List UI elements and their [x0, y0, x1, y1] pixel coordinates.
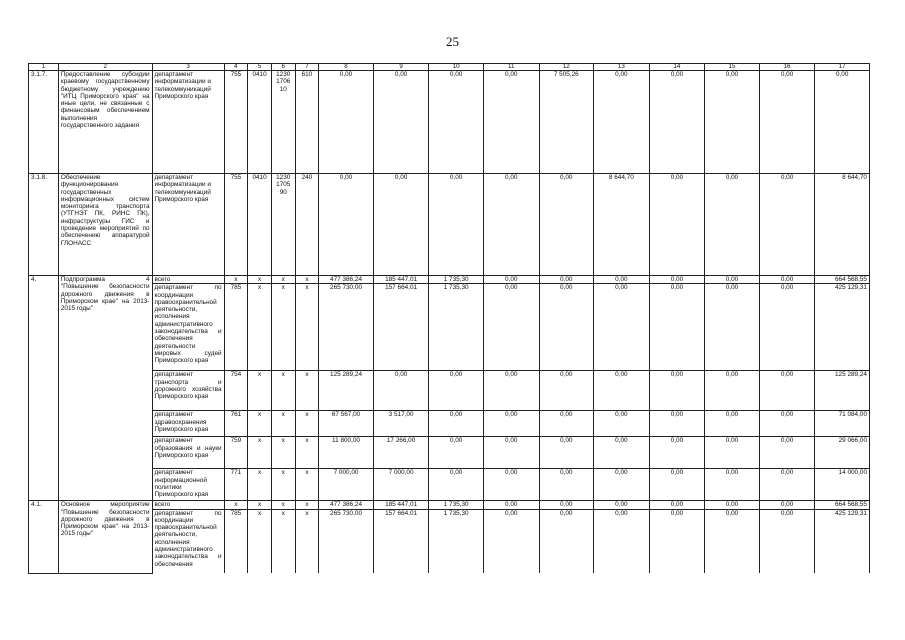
header-cell: 11	[483, 64, 539, 71]
executor-cell: департамент информатизации и телекоммуникаций Приморского края	[152, 174, 224, 276]
value-cell: 477 386,24	[319, 276, 374, 284]
value-cell: 265 730,00	[319, 509, 374, 573]
value-cell: 8 644,70	[594, 174, 650, 276]
code-cell: 0410	[248, 71, 272, 174]
code-cell: x	[271, 469, 295, 501]
code-cell: 755	[224, 71, 248, 174]
value-cell: 0,00	[705, 284, 760, 371]
value-cell: 0,00	[759, 501, 815, 509]
header-cell: 8	[319, 64, 374, 71]
value-cell: 0,00	[483, 469, 539, 501]
value-cell: 0,00	[705, 276, 760, 284]
value-cell: 0,00	[373, 71, 429, 174]
row-name: Обеспечение функционирования государственных информационных систем мониторинга транспорта (УТГНЭТ ПК, РИНС ПК), инфраструктуры ГИС и проведение мероприятий по обеспечению аппаратурой ГЛОНАСС	[58, 174, 152, 276]
code-cell: 785	[224, 509, 248, 573]
code-cell: x	[295, 501, 319, 509]
value-cell: 0,00	[539, 276, 594, 284]
value-cell: 0,00	[759, 276, 815, 284]
code-cell: x	[248, 501, 272, 509]
code-cell: x	[295, 437, 319, 469]
code-cell: x	[248, 411, 272, 437]
value-cell: 0,00	[594, 371, 650, 411]
value-cell: 1 735,30	[429, 284, 484, 371]
value-cell: 0,00	[319, 71, 374, 174]
value-cell: 0,00	[649, 509, 705, 573]
executor-cell: департамент информатизации и телекоммуникаций Приморского края	[152, 71, 224, 174]
value-cell: 7 000,00	[319, 469, 374, 501]
value-cell: 0,00	[649, 437, 705, 469]
row-name: Подпрограмма 4 "Повышение безопасности дорожного движения в Приморском крае" на 2013-2015 годы"	[58, 276, 152, 501]
code-cell: 754	[224, 371, 248, 411]
executor-cell: департамент информационной политики Приморского края	[152, 469, 224, 501]
row-name: Предоставление субсидии краевому государственному бюджетному учреждению "ИТЦ Приморского края" на иные цели, не связанные с финансовым обеспечением выполнения государственного задания	[58, 71, 152, 174]
value-cell: 0,00	[759, 371, 815, 411]
code-cell: x	[295, 276, 319, 284]
value-cell: 0,00	[429, 371, 484, 411]
value-cell: 0,00	[483, 371, 539, 411]
value-cell: 29 066,00	[815, 437, 870, 469]
value-cell: 185 447,01	[373, 276, 429, 284]
value-cell: 14 000,00	[815, 469, 870, 501]
header-cell: 5	[248, 64, 272, 71]
row-number: 3.1.8.	[29, 174, 59, 276]
row-name: Основное мероприятие "Повышение безопасности дорожного движения в Приморском крае" на 2013-2015 годы"	[58, 501, 152, 573]
header-cell: 6	[271, 64, 295, 71]
value-cell: 0,00	[705, 411, 760, 437]
value-cell: 0,00	[483, 276, 539, 284]
code-cell: x	[224, 276, 248, 284]
value-cell: 0,00	[649, 469, 705, 501]
value-cell: 0,00	[483, 509, 539, 573]
value-cell: 0,00	[649, 501, 705, 509]
value-cell: 0,00	[649, 174, 705, 276]
value-cell: 0,00	[539, 411, 594, 437]
table-row	[29, 71, 870, 174]
row-number: 4.1.	[29, 501, 59, 573]
value-cell: 0,00	[759, 509, 815, 573]
code-cell: 610	[295, 71, 319, 174]
value-cell: 0,00	[429, 469, 484, 501]
value-cell: 0,00	[539, 437, 594, 469]
value-cell: 0,00	[705, 509, 760, 573]
header-cell: 7	[295, 64, 319, 71]
executor-cell: департамент здравоохранения Приморского края	[152, 411, 224, 437]
header-cell: 2	[58, 64, 152, 71]
value-cell: 0,00	[705, 469, 760, 501]
table-row	[29, 509, 870, 573]
value-cell: 0,00	[815, 71, 870, 174]
value-cell: 425 129,31	[815, 509, 870, 573]
value-cell: 0,00	[594, 469, 650, 501]
code-cell: 0410	[248, 174, 272, 276]
code-cell: x	[248, 437, 272, 469]
executor-cell: департамент по координации правоохранительной деятельности, исполнения административного законодательства и обеспечения деятельности мировых судей Приморского края	[152, 284, 224, 371]
value-cell: 8 644,70	[815, 174, 870, 276]
header-cell: 16	[759, 64, 815, 71]
value-cell: 0,00	[759, 174, 815, 276]
value-cell: 477 386,24	[319, 501, 374, 509]
code-cell: 761	[224, 411, 248, 437]
value-cell: 0,00	[429, 174, 484, 276]
code-cell: x	[271, 276, 295, 284]
value-cell: 0,00	[594, 71, 650, 174]
executor-cell: всего	[152, 501, 224, 509]
value-cell: 0,00	[705, 437, 760, 469]
value-cell: 0,00	[705, 371, 760, 411]
value-cell: 185 447,01	[373, 501, 429, 509]
value-cell: 0,00	[705, 501, 760, 509]
value-cell: 0,00	[649, 371, 705, 411]
code-cell: x	[271, 501, 295, 509]
value-cell: 0,00	[483, 174, 539, 276]
value-cell: 125 289,24	[815, 371, 870, 411]
code-cell: x	[295, 509, 319, 573]
code-cell: 771	[224, 469, 248, 501]
value-cell: 0,00	[594, 276, 650, 284]
value-cell: 0,00	[373, 174, 429, 276]
code-cell: x	[271, 509, 295, 573]
header-cell: 1	[29, 64, 59, 71]
table-row	[29, 276, 870, 284]
executor-cell: департамент образования и науки Приморского края	[152, 437, 224, 469]
table-row	[29, 411, 870, 437]
value-cell: 1 735,30	[429, 509, 484, 573]
header-cell: 15	[705, 64, 760, 71]
code-cell: x	[295, 371, 319, 411]
value-cell: 425 129,31	[815, 284, 870, 371]
value-cell: 0,00	[429, 411, 484, 437]
value-cell: 0,00	[483, 501, 539, 509]
value-cell: 0,00	[759, 284, 815, 371]
value-cell: 0,00	[649, 71, 705, 174]
header-cell: 4	[224, 64, 248, 71]
value-cell: 0,00	[483, 437, 539, 469]
code-cell: x	[248, 284, 272, 371]
value-cell: 0,00	[759, 411, 815, 437]
code-cell: x	[224, 501, 248, 509]
header-row	[29, 64, 870, 71]
value-cell: 0,00	[649, 276, 705, 284]
value-cell: 0,00	[483, 71, 539, 174]
executor-cell: всего	[152, 276, 224, 284]
value-cell: 0,00	[539, 174, 594, 276]
code-cell: 785	[224, 284, 248, 371]
header-cell: 9	[373, 64, 429, 71]
table-row	[29, 501, 870, 509]
header-cell: 13	[594, 64, 650, 71]
value-cell: 0,00	[594, 437, 650, 469]
code-cell: x	[271, 371, 295, 411]
code-cell: 759	[224, 437, 248, 469]
code-cell: x	[295, 411, 319, 437]
budget-table	[28, 63, 870, 574]
header-cell: 12	[539, 64, 594, 71]
value-cell: 0,00	[319, 174, 374, 276]
value-cell: 0,00	[539, 501, 594, 509]
value-cell: 0,00	[594, 501, 650, 509]
page-number: 25	[446, 34, 459, 49]
value-cell: 0,00	[594, 411, 650, 437]
value-cell: 7 505,26	[539, 71, 594, 174]
row-number: 4.	[29, 276, 59, 501]
value-cell: 0,00	[759, 71, 815, 174]
value-cell: 0,00	[539, 469, 594, 501]
code-cell: x	[248, 469, 272, 501]
value-cell: 664 568,55	[815, 276, 870, 284]
header-cell: 10	[429, 64, 484, 71]
value-cell: 157 664,01	[373, 284, 429, 371]
header-cell: 3	[152, 64, 224, 71]
code-cell: x	[295, 469, 319, 501]
code-cell: x	[271, 411, 295, 437]
code-cell: x	[295, 284, 319, 371]
value-cell: 0,00	[483, 284, 539, 371]
value-cell: 0,00	[483, 411, 539, 437]
table-row	[29, 437, 870, 469]
value-cell: 664 568,55	[815, 501, 870, 509]
value-cell: 0,00	[429, 71, 484, 174]
value-cell: 0,00	[759, 469, 815, 501]
table-row	[29, 371, 870, 411]
value-cell: 0,00	[539, 371, 594, 411]
table-row	[29, 284, 870, 371]
value-cell: 1 735,30	[429, 501, 484, 509]
code-cell: x	[248, 276, 272, 284]
header-cell: 17	[815, 64, 870, 71]
value-cell: 0,00	[594, 509, 650, 573]
value-cell: 0,00	[705, 71, 760, 174]
row-number: 3.1.7.	[29, 71, 59, 174]
value-cell: 0,00	[759, 437, 815, 469]
executor-cell: департамент транспорта и дорожного хозяйства Приморского края	[152, 371, 224, 411]
value-cell: 1 735,30	[429, 276, 484, 284]
value-cell: 0,00	[649, 284, 705, 371]
value-cell: 0,00	[594, 284, 650, 371]
value-cell: 7 000,00	[373, 469, 429, 501]
code-cell: x	[271, 437, 295, 469]
table-row	[29, 469, 870, 501]
value-cell: 0,00	[539, 509, 594, 573]
value-cell: 3 517,00	[373, 411, 429, 437]
executor-cell: департамент по координации правоохранительной деятельности, исполнения административного законодательства и обеспечения	[152, 509, 224, 573]
value-cell: 67 567,00	[319, 411, 374, 437]
value-cell: 0,00	[429, 437, 484, 469]
value-cell: 71 084,00	[815, 411, 870, 437]
table-row	[29, 174, 870, 276]
code-cell: x	[248, 371, 272, 411]
value-cell: 0,00	[705, 174, 760, 276]
code-cell: x	[271, 284, 295, 371]
value-cell: 0,00	[373, 371, 429, 411]
value-cell: 265 730,00	[319, 284, 374, 371]
code-cell: x	[248, 509, 272, 573]
header-cell: 14	[649, 64, 705, 71]
code-cell: 1230 1705 90	[271, 174, 295, 276]
value-cell: 17 266,00	[373, 437, 429, 469]
value-cell: 157 664,01	[373, 509, 429, 573]
value-cell: 11 800,00	[319, 437, 374, 469]
code-cell: 1230 1706 10	[271, 71, 295, 174]
value-cell: 125 289,24	[319, 371, 374, 411]
code-cell: 755	[224, 174, 248, 276]
code-cell: 240	[295, 174, 319, 276]
value-cell: 0,00	[649, 411, 705, 437]
value-cell: 0,00	[539, 284, 594, 371]
